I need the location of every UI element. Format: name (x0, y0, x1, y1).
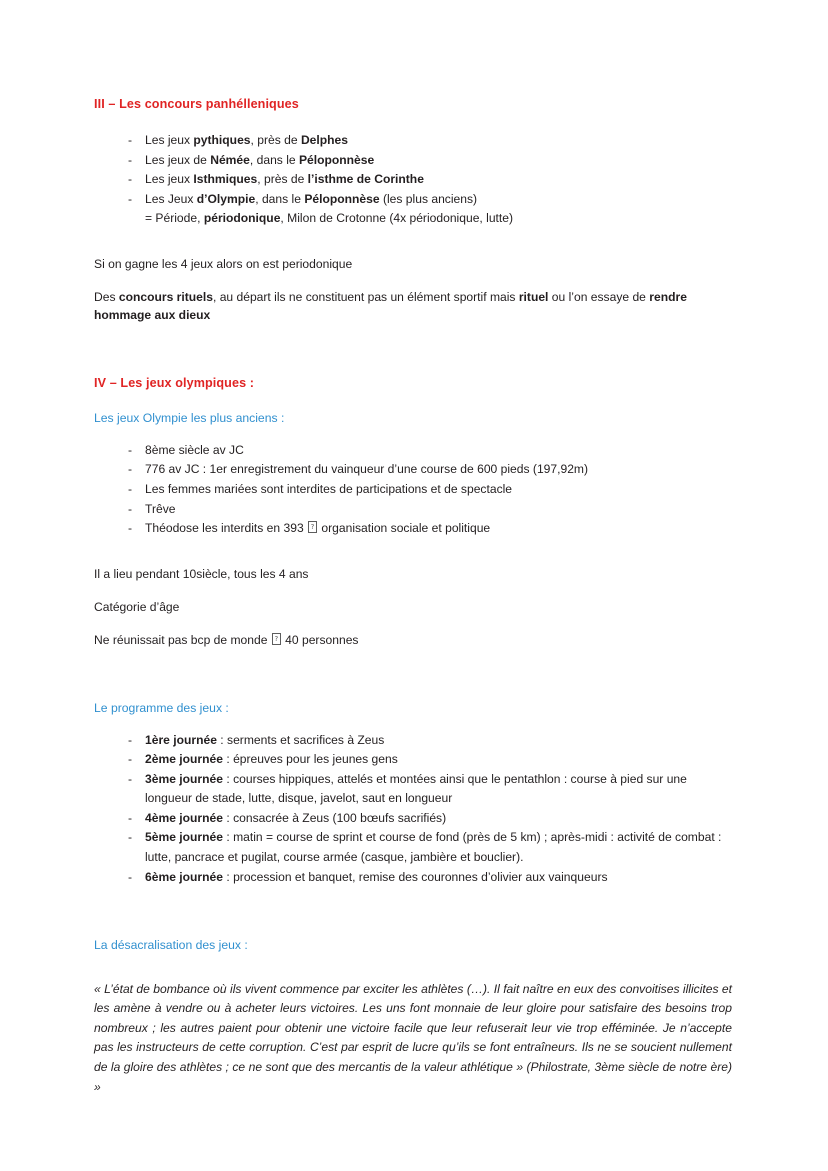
dash-bullet-icon: - (128, 869, 133, 884)
dash-bullet-icon: - (128, 501, 133, 516)
spacer (94, 664, 732, 700)
spacer (94, 339, 732, 375)
para-bold-3: rendre hommage aux dieux (94, 290, 687, 323)
bullet-text-prefix: Les Jeux (145, 191, 197, 206)
section-heading-4: IV – Les jeux olympiques : (94, 376, 255, 391)
bullet-text-bold-2: Péloponnèse (304, 191, 380, 206)
dash-bullet-icon: - (128, 133, 133, 147)
paragraph-reunissait (94, 631, 732, 649)
list-item (94, 750, 732, 770)
bullet-text-prefix: Les jeux (145, 133, 194, 147)
list-item (94, 500, 732, 520)
list-item (94, 868, 732, 888)
subsection-heading-anciens: Les jeux Olympie les plus anciens : (94, 411, 285, 426)
journee-label: 6ème journée (145, 869, 223, 884)
subsection-heading-desacralisation: La désacralisation des jeux : (94, 938, 248, 953)
dash-bullet-icon: - (128, 442, 133, 457)
bullet-text-bold: Némée (210, 152, 250, 167)
missing-glyph-box-icon (308, 521, 317, 533)
spacer (94, 553, 732, 565)
journee-label: 5ème journée (145, 830, 223, 845)
section-heading-3: III – Les concours panhélleniques (94, 97, 299, 111)
para-part-1: Des (94, 290, 119, 305)
para-bold-1: concours rituels (118, 290, 213, 305)
dash-bullet-icon: - (128, 462, 133, 477)
list-item (94, 480, 732, 500)
dash-bullet-icon: - (128, 810, 133, 825)
paragraph-10siecle: Il a lieu pendant 10siècle, tous les 4 ans (94, 566, 309, 581)
bullet-text-middle: , près de (257, 172, 308, 187)
bullet-text-bold-2: l’isthme de Corinthe (307, 172, 424, 187)
journee-label: 2ème journée (145, 752, 223, 767)
bullet-list-anciens (94, 441, 732, 539)
continuation-prefix: = Période, (145, 211, 204, 226)
list-item (94, 809, 732, 829)
bullet-text-after-glyph: organisation sociale et politique (318, 521, 491, 536)
bullet-text-suffix: (les plus anciens) (379, 191, 478, 206)
paragraph-categorie-age: Catégorie d’âge (94, 599, 180, 614)
dash-bullet-icon: - (128, 521, 133, 536)
list-item (94, 131, 732, 151)
list-item (94, 441, 732, 461)
bullet-text-middle: , dans le (255, 191, 305, 206)
list-item (94, 731, 732, 751)
para-text-before-glyph: Ne réunissait pas bcp de monde (94, 632, 271, 647)
bullet-list-panhelleniques (94, 131, 732, 229)
dash-bullet-icon: - (128, 191, 133, 206)
spacer (94, 901, 732, 937)
bullet-list-programme (94, 731, 732, 888)
para-text-after-glyph: 40 personnes (281, 632, 359, 647)
bullet-text-before-glyph: Théodose les interdits en 393 (145, 521, 308, 536)
dash-bullet-icon: - (128, 771, 133, 786)
bullet-text-bold-2: Péloponnèse (298, 152, 375, 167)
list-item (94, 519, 732, 539)
list-item (94, 151, 732, 171)
para-bold-2: rituel (518, 290, 549, 305)
journee-text: : matin = course de sprint et course de fond (près de 5 km) ; après-midi : activité de combat : lutte, pancrace et pugilat, course armée (casque, jambière et bouclier). (145, 830, 722, 865)
list-item (94, 770, 732, 809)
spacer (94, 243, 732, 255)
dash-bullet-icon: - (128, 830, 133, 845)
continuation-bold: périodonique (203, 211, 281, 226)
bullet-text: 776 av JC : 1er enregistrement du vainqueur d’une course de 600 pieds (197,92m) (145, 462, 589, 477)
journee-label: 3ème journée (145, 771, 223, 786)
bullet-text-bold-2: Delphes (300, 133, 348, 147)
dash-bullet-icon: - (128, 481, 133, 496)
continuation-suffix: , Milon de Crotonne (4x périodonique, lutte) (280, 211, 514, 226)
bullet-text-middle: , dans le (249, 152, 299, 167)
bullet-text-bold: Isthmiques (193, 172, 258, 187)
missing-glyph-box-icon (272, 633, 281, 645)
bullet-text-middle: , près de (250, 133, 301, 147)
list-item (94, 170, 732, 190)
paragraph-concours-rituels (94, 288, 732, 324)
paragraph-periodonique: Si on gagne les 4 jeux alors on est periodonique (94, 256, 353, 271)
bullet-text-prefix: Les jeux (145, 172, 194, 187)
dash-bullet-icon: - (128, 172, 133, 187)
spacer (94, 968, 732, 980)
dash-bullet-icon: - (128, 152, 133, 167)
bullet-text-bold: d’Olympie (196, 191, 256, 206)
bullet-text-bold: pythiques (193, 133, 251, 147)
para-part-2: , au départ ils ne constituent pas un élément sportif mais (212, 290, 519, 305)
journee-text: : procession et banquet, remise des couronnes d’olivier aux vainqueurs (222, 869, 608, 884)
list-item (94, 190, 732, 229)
quotation-philostrate: « L’état de bombance où ils vivent commence par exciter les athlètes (…). Il fait naître en eux des convoitises illicites et les amène à vendre ou à acheter leurs victoires. Les uns font monnaie de leur gloire pour satisfaire des besoins trop nombreux ; les autres paient pour obtenir une victoire facile que leur refuserait leur vie trop efféminée. Je n’accepte pas les instructeurs de cette corruption. C’est par esprit de lucre qu’ils se font entraîneurs. Ils ne se soucient nullement de la gloire des athlètes ; ce ne sont que des mercantis de la valeur athlétique » (Philostrate, 3ème siècle de notre ère) » (94, 981, 732, 1094)
list-item-continuation (145, 209, 732, 229)
bullet-text-prefix: Les jeux de (145, 152, 211, 167)
list-item (94, 828, 732, 867)
para-part-3: ou l’on essaye de (548, 290, 650, 305)
subsection-heading-programme: Le programme des jeux : (94, 701, 229, 716)
dash-bullet-icon: - (128, 732, 133, 747)
journee-text: : épreuves pour les jeunes gens (222, 752, 398, 767)
journee-text: : serments et sacrifices à Zeus (216, 732, 385, 747)
journee-label: 4ème journée (145, 810, 223, 825)
journee-text: : courses hippiques, attelés et montées ainsi que le pentathlon : course à pied sur une longueur de stade, lutte, disque, javelot, saut en longueur (145, 771, 687, 806)
bullet-text: Les femmes mariées sont interdites de participations et de spectacle (145, 481, 513, 496)
journee-text: : consacrée à Zeus (100 bœufs sacrifiés) (222, 810, 447, 825)
bullet-text: 8ème siècle av JC (145, 442, 244, 457)
list-item (94, 460, 732, 480)
dash-bullet-icon: - (128, 752, 133, 767)
journee-label: 1ère journée (145, 732, 217, 747)
bullet-text: Trêve (145, 501, 176, 516)
